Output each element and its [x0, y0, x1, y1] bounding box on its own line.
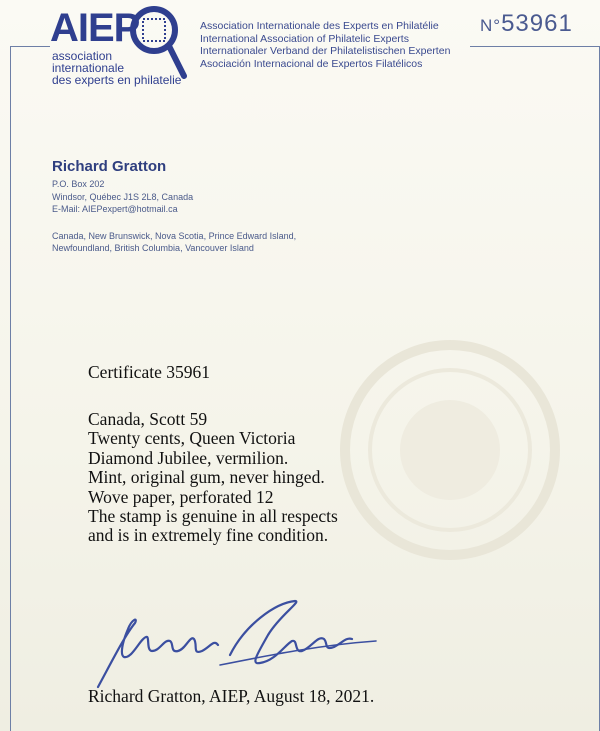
- frame-line-top-right: [470, 46, 600, 47]
- expert-address: [52, 178, 193, 216]
- body-line: Diamond Jubilee, vermilion.: [88, 447, 289, 468]
- email-line: E-Mail: AIEPexpert@hotmail.ca: [52, 204, 178, 214]
- address-line: Windsor, Québec J1S 2L8, Canada: [52, 191, 194, 202]
- body-line: Twenty cents, Queen Victoria: [88, 428, 296, 449]
- certificate-number: [480, 10, 573, 38]
- address-line: P.O. Box 202: [52, 179, 105, 189]
- frame-line-left: [10, 46, 11, 731]
- body-line: Wove paper, perforated 12: [88, 486, 274, 507]
- regions-line: Canada, New Brunswick, Nova Scotia, Prince Edward Island,: [52, 231, 297, 241]
- body-line: The stamp is genuine in all respects: [88, 506, 338, 527]
- certificate-title: Certificate 35961: [88, 362, 210, 382]
- logo-subtitle: [52, 50, 181, 86]
- embossed-seal-watermark: [330, 330, 570, 570]
- expert-regions: [52, 230, 296, 254]
- logo-sub-line: association: [52, 49, 113, 63]
- association-name-fr: Association Internationale des Experts en Philatélie: [200, 20, 439, 32]
- certificate-body: [88, 410, 338, 546]
- logo-sub-line: internationale: [52, 61, 125, 75]
- association-name-en: International Association of Philatelic Experts: [200, 32, 409, 45]
- association-names: [200, 20, 450, 70]
- aiep-logo: [50, 4, 190, 87]
- number-value: 53961: [501, 10, 573, 37]
- association-name-es: Asociación Internacional de Expertos Filatélicos: [200, 57, 423, 70]
- body-line: Mint, original gum, never hinged.: [88, 467, 325, 488]
- signature-line: Richard Gratton, AIEP, August 18, 2021.: [88, 686, 375, 706]
- body-line: Canada, Scott 59: [88, 409, 208, 429]
- association-name-de: Internationaler Verband der Philatelistischen Experten: [200, 45, 451, 57]
- expert-name: Richard Gratton: [52, 158, 167, 175]
- regions-line: Newfoundland, British Columbia, Vancouver Island: [52, 243, 254, 253]
- body-line: and is in extremely fine condition.: [88, 525, 329, 546]
- frame-line-top-left: [10, 46, 50, 47]
- logo-mark: AIEP: [50, 6, 140, 50]
- logo-sub-line: des experts en philatelie: [52, 73, 182, 87]
- number-symbol: N°: [480, 16, 502, 35]
- handwritten-signature: [80, 595, 380, 690]
